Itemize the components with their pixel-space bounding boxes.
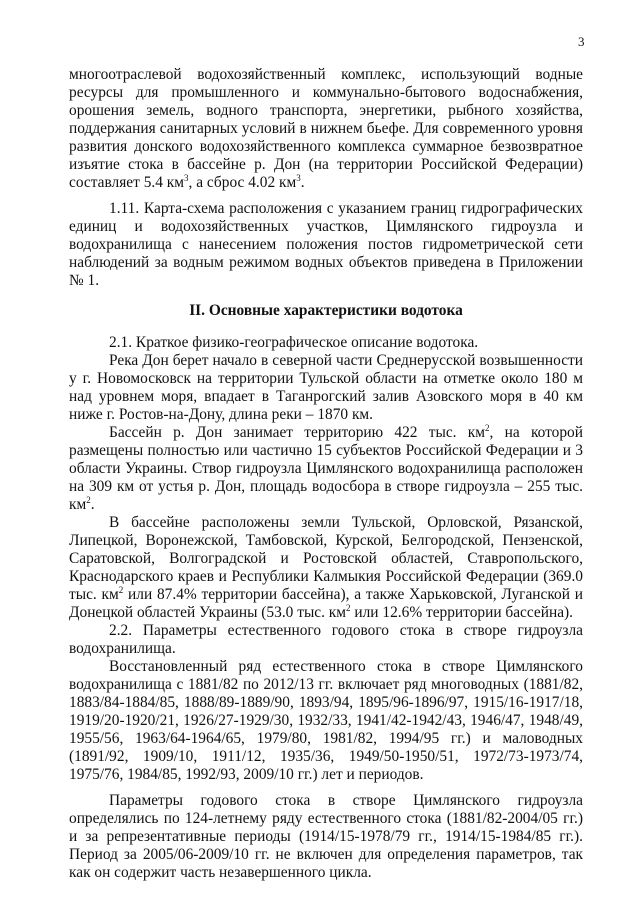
superscript: 2 (485, 422, 490, 433)
document-body (69, 66, 583, 882)
paragraph-text: . (300, 174, 305, 191)
paragraph-annual-flow-parameters: Параметры годового стока в створе Цимлянского гидроузла определялись по 124-летнему ряду естественного стока (1881/82-2004/05 гг.) и за репрезентативные периоды (1914/15-1978/79 гг., 1914/15-1984/85 гг.). Период за 2005/06-2009/10 гг. не включен для определения параметров, так как он содержит часть незавершенного цикла. (69, 792, 583, 881)
paragraph-map-scheme: 1.11. Карта-схема расположения с указанием границ гидрографических единиц и водохозяйственных участков, Цимлянского гидроузла и водохранилища с нанесением положения постов гидрометрической сети наблюдений за водным режимом водных объектов приведена в Приложении № 1. (69, 200, 583, 289)
paragraph-text: Бассейн р. Дон занимает территорию 422 тыс. км (109, 424, 485, 441)
paragraph-water-complex (69, 66, 583, 192)
superscript: 2 (118, 584, 124, 595)
superscript: 3 (184, 172, 189, 183)
paragraph-text: , на которой размещены полностью или частично 15 субъектов Российской Федерации и 3 области Украины. Створ гидроузла Цимлянского водохранилища расположен на 309 км от устья р. Дон, площадь водосбора в створе гидроузла – 255 тыс. км (69, 424, 583, 513)
superscript: 3 (296, 172, 301, 183)
paragraph-basin-regions (69, 514, 583, 622)
superscript: 2 (346, 602, 351, 613)
page-number: 3 (578, 34, 585, 49)
paragraph-text: В бассейне расположены земли Тульской, Орловской, Рязанской, Липецкой, Воронежской, Тамбовской, Курской, Белгородской, Пензенской, Саратовской, Волгоградской и Ростовской областей, Ставропольского, Краснодарского краев и Республики Калмыкия Российской Федерации (369.0 тыс. км (69, 514, 583, 603)
section-heading: II. Основные характеристики водотока (189, 302, 463, 319)
paragraph-text: или 87.4% территории бассейна), а также Харьковской, Луганской и Донецкой областей Украины (53.0 тыс. км (69, 586, 584, 621)
paragraph-basin-area (69, 424, 583, 514)
paragraph-subsection-2-2: 2.2. Параметры естественного годового стока в створе гидроузла водохранилища. (69, 622, 583, 657)
paragraph-text: или 12.6% территории бассейна). (350, 604, 574, 621)
paragraph-don-source: Река Дон берет начало в северной части Среднерусской возвышенности у г. Новомосковск на территории Тульской области на отметке около 180 м над уровнем моря, впадает в Таганрогский залив Азовского моря в 40 км ниже г. Ростов-на-Дону, длина реки – 1870 км. (69, 352, 583, 423)
superscript: 2 (86, 494, 91, 505)
paragraph-subsection-2-1: 2.1. Краткое физико-географическое описание водотока. (109, 334, 479, 351)
paragraph-text: . (90, 496, 95, 513)
paragraph-text: , а сброс 4.02 км (188, 174, 297, 191)
paragraph-restored-series: Восстановленный ряд естественного стока в створе Цимлянского водохранилища с 1881/82 по 2012/13 гг. включает ряд многоводных (1881/82, 1883/84-1884/85, 1888/89-1889/90, 1893/94, 1895/96-1896/97, 1915/16-1917/18, 1919/20-1920/21, 1926/27-1929/30, 1932/33, 1941/42-1942/43, 1946/47, 1948/49, 1955/56, 1963/64-1964/65, 1979/80, 1981/82, 1994/95 гг.) и маловодных (1891/92, 1909/10, 1911/12, 1935/36, 1949/50-1950/51, 1972/73-1973/74, 1975/76, 1984/85, 1992/93, 2009/10 гг.) лет и периодов. (69, 658, 583, 783)
paragraph-text: многоотраслевой водохозяйственный комплекс, использующий водные ресурсы для промышленного и коммунально-бытового водоснабжения, орошения земель, водного транспорта, энергетики, рыбного хозяйства, поддержания санитарных условий в нижнем бьефе. Для современного уровня развития донского водохозяйственного комплекса суммарное безвозвратное изъятие стока в бассейне р. Дон (на территории Российской Федерации) составляет 5.4 км (69, 66, 583, 191)
